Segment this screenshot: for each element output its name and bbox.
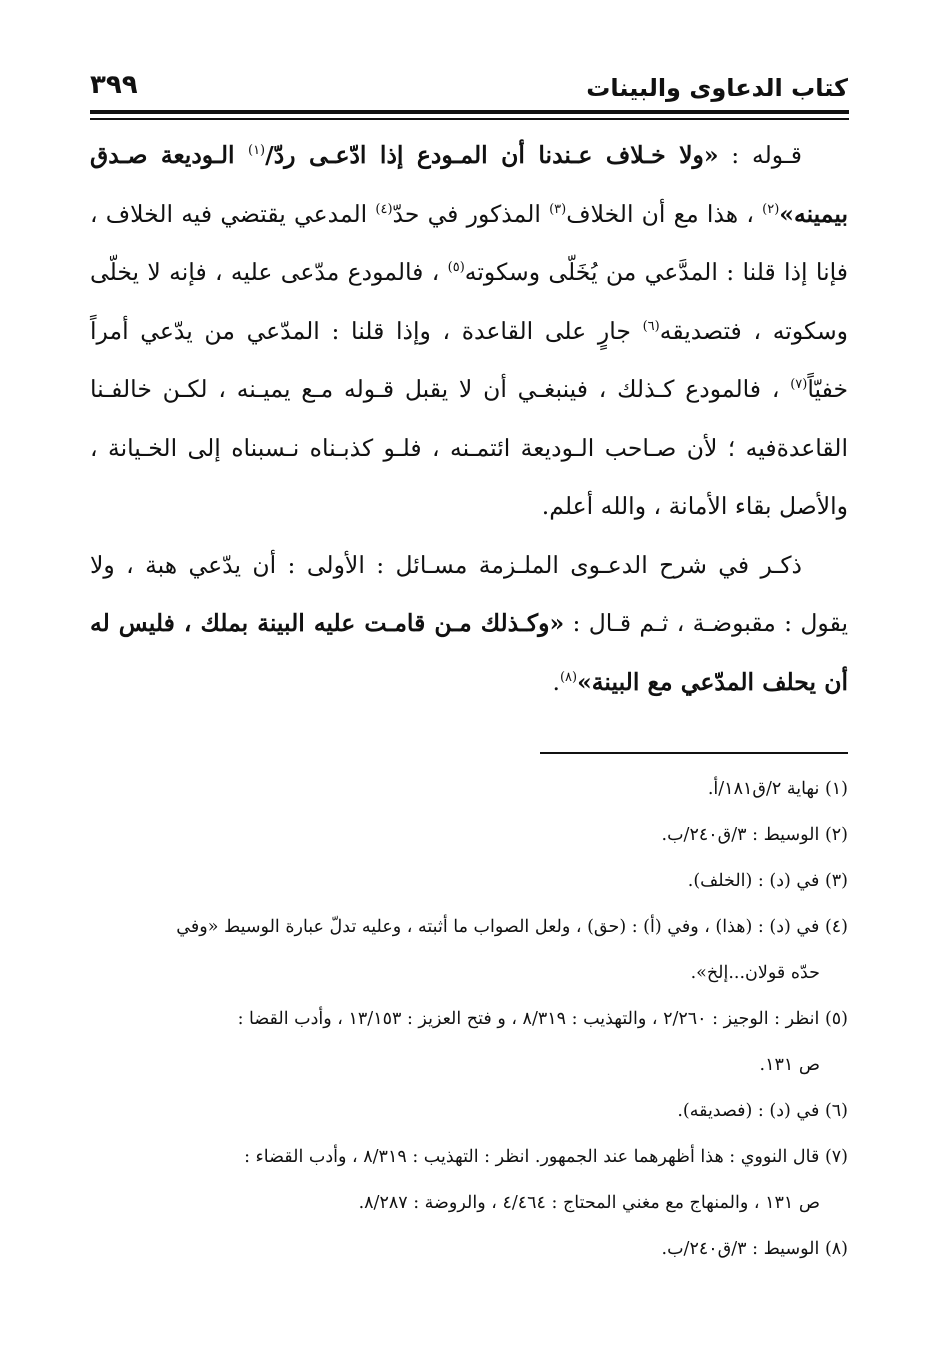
footnote-text: انظر : الوجيز : ٢/٢٦٠ ، والتهذيب : ٨/٣١٩ ، و فتح العزيز : ١٣/١٥٣ ، وأدب القضا :	[237, 1009, 820, 1029]
footnote-text: في (د) : (الخلف).	[687, 871, 820, 891]
running-header	[90, 66, 848, 110]
p2-end: .	[552, 667, 560, 696]
footnote-5	[90, 996, 848, 1088]
chapter-title: كتاب الدعاوى والبينات	[586, 74, 848, 102]
p1-text-6: ، فالمودع كـذلك ، فينبغـي أن لا يقبل قـوله مـع يميـنه ، لكـن خالفـنا القاعدةفيه ؛ لأن صـاحب الـوديعة ائتمـنه ، فلـو كذبـناه نـسبناه إلى الخـيانة ، والأصل بقاء الأمانة ، والله أعلم.	[90, 375, 848, 520]
page-number: ٣٩٩	[90, 70, 138, 100]
footnote-number: (٢)	[824, 825, 848, 845]
footnote-ref-4[interactable]: (٤)	[375, 201, 393, 217]
p1-text-4: ، فالمودع مدّعى عليه ، فإنه لا يخلّى وسكوته ، فتصديقه	[90, 258, 848, 345]
main-text	[90, 126, 848, 711]
footnote-number: (٧)	[824, 1147, 848, 1167]
footnote-ref-1[interactable]: (١)	[247, 143, 266, 159]
footnote-ref-3[interactable]: (٣)	[549, 201, 567, 217]
header-rule-thick	[90, 110, 849, 114]
footnote-8	[90, 1226, 848, 1272]
footnote-3	[90, 858, 848, 904]
footnote-ref-5[interactable]: (٥)	[447, 260, 465, 276]
footnote-1	[90, 766, 848, 812]
footnote-number: (٤)	[824, 917, 848, 937]
footnote-4	[90, 904, 848, 996]
footnote-text: الوسيط : ٣/ق٢٤٠/ب.	[661, 1239, 820, 1259]
footnote-text: في (د) : (هذا) ، وفي (أ) : (حق) ، ولعل الصواب ما أثبته ، وعليه تدلّ عبارة الوسيط «وفي	[176, 917, 820, 937]
footnotes	[90, 766, 848, 1272]
footnote-ref-2[interactable]: (٢)	[762, 201, 780, 217]
footnote-separator	[540, 752, 848, 754]
p1-text-3: المدعي يقتضي فيه الخلاف ، فإنا إذا قلنا : المدَّعي من يُخَلّى وسكوته	[90, 199, 849, 286]
footnote-number: (٣)	[824, 871, 848, 891]
footnote-number: (١)	[824, 779, 848, 799]
header-rule-thin	[90, 118, 849, 120]
footnote-continuation: حدّه قولان...إلخ».	[690, 963, 820, 983]
footnote-text: في (د) : (فصديقه).	[677, 1101, 820, 1121]
p1-text-1: ، هذا مع أن الخلاف	[566, 199, 763, 228]
paragraph-2	[90, 536, 848, 712]
footnote-continuation: ص ١٣١ ، والمنهاج مع مغني المحتاج : ٤/٤٦٤ ، والروضة : ٨/٢٨٧.	[358, 1193, 820, 1213]
footnote-ref-7[interactable]: (٧)	[790, 377, 808, 393]
p2-text-1: ذكـر في شرح الدعـوى الملـزمة مسـائل : الأولى : أن يدّعي هبة ، ولا يقول : مقبوضـة ، ثـم قـال :	[90, 550, 848, 637]
footnote-2	[90, 812, 848, 858]
footnote-7	[90, 1134, 848, 1226]
footnote-text: نهاية ٢/ق١٨١/أ.	[707, 779, 820, 799]
p1-quote-1: «ولا خـلاف عـندنا أن المـودع إذا ادّعـى ردّ/	[265, 141, 719, 169]
p1-lead: قـوله :	[718, 141, 802, 169]
p1-quote-2: الـوديعة صـدق بيمينه»	[90, 141, 848, 228]
paragraph-1	[90, 126, 848, 536]
footnote-6	[90, 1088, 848, 1134]
footnote-continuation: ص ١٣١.	[759, 1055, 820, 1075]
footnote-number: (٨)	[824, 1239, 848, 1259]
footnote-ref-8[interactable]: (٨)	[559, 669, 578, 685]
footnote-text: قال النووي : هذا أظهرهما عند الجمهور. انظر : التهذيب : ٨/٣١٩ ، وأدب القضاء :	[244, 1147, 820, 1167]
footnote-text: الوسيط : ٣/ق٢٤٠/ب.	[661, 825, 820, 845]
footnote-number: (٥)	[824, 1009, 848, 1029]
footnote-ref-6[interactable]: (٦)	[642, 318, 660, 334]
p1-text-2: المذكور في حدّ	[392, 199, 550, 228]
footnote-number: (٦)	[824, 1101, 848, 1121]
p2-quote: «وكـذلك مـن قامـت عليه البينة بملك ، فليس له أن يحلف المدّعي مع البينة»	[90, 609, 848, 696]
p1-text-5: جارٍ على القاعدة ، وإذا قلنا : المدّعي من يدّعي أمراً خفيّاً	[90, 316, 848, 403]
